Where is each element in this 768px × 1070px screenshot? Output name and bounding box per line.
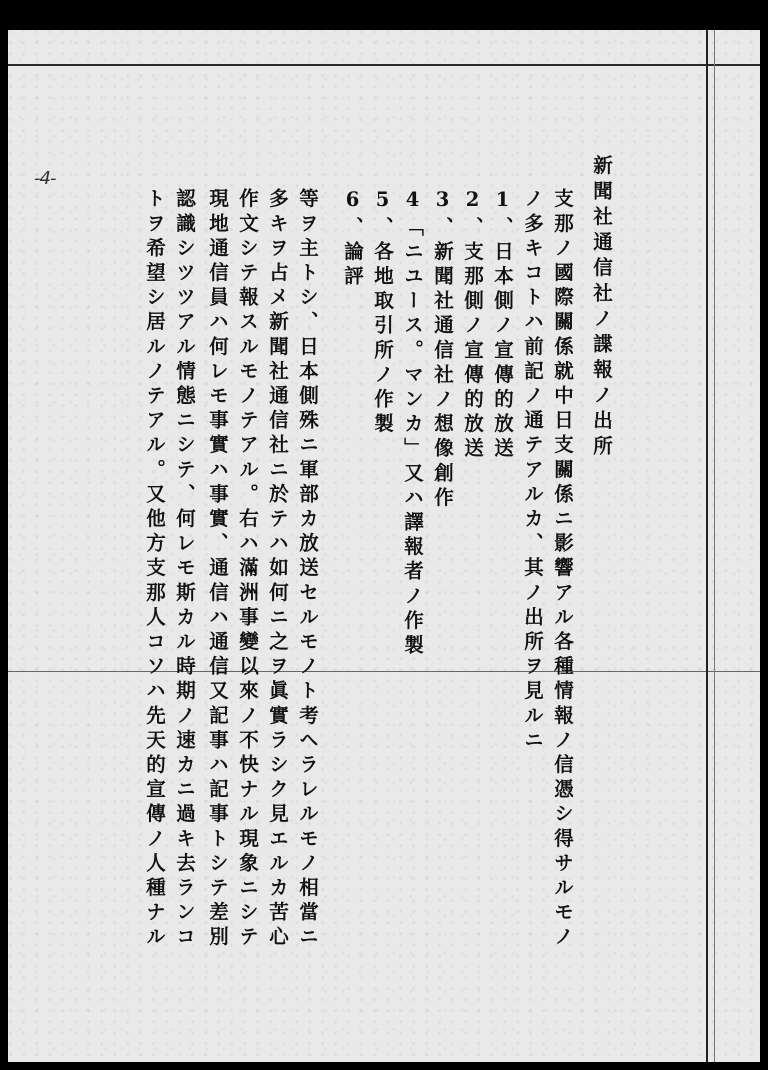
text-line: トヲ希望シ居ルノテアル。又他方支那人コソハ先天的宣傳ノ人種ナル <box>143 188 166 951</box>
text-line: 支那ノ國際關係就中日支關係ニ影響アル各種情報ノ信憑シ得サルモノ <box>551 188 574 951</box>
list-item: 6、論評 <box>341 188 364 290</box>
top-border-line <box>8 64 760 66</box>
page-number: -4- <box>34 168 56 189</box>
text-line: 認識シツツアル情態ニシテ、何レモ斯カル時期ノ速カニ過キ去ランコ <box>173 188 196 951</box>
section-heading: 新聞社通信社ノ諜報ノ出所 <box>590 155 613 461</box>
text-line: 作文シテ報スルモノテアル。右ハ滿洲事變以來ノ不快ナル現象ニシテ <box>236 188 259 951</box>
text-line: 現地通信員ハ何レモ事實ハ事實、通信ハ通信又記事ハ記事トシテ差別 <box>206 188 229 951</box>
text-line: 多キヲ占メ新聞社通信社ニ於テハ如何ニ之ヲ眞實ラシク見エルカ苦心 <box>266 188 289 951</box>
text-line: 等ヲ主トシ、日本側殊ニ軍部カ放送セルモノト考ヘラレルモノ相當ニ <box>296 188 319 951</box>
list-item: 5、各地取引所ノ作製 <box>371 188 394 438</box>
text-line: ノ多キコトハ前記ノ通テアルカ、其ノ出所ヲ見ルニ <box>521 188 544 754</box>
list-item: 4「ニユース。マンカ」又ハ譯報者ノ作製 <box>401 188 424 659</box>
right-border-line <box>706 30 708 1062</box>
right-border-line-secondary <box>714 30 715 1062</box>
fold-line <box>8 671 760 672</box>
list-item: 3、新聞社通信社ノ想像創作 <box>431 188 454 512</box>
document-page <box>8 30 760 1062</box>
list-item: 2、支那側ノ宣傳的放送 <box>461 188 484 463</box>
list-item: 1、日本側ノ宣傳的放送 <box>491 188 514 463</box>
